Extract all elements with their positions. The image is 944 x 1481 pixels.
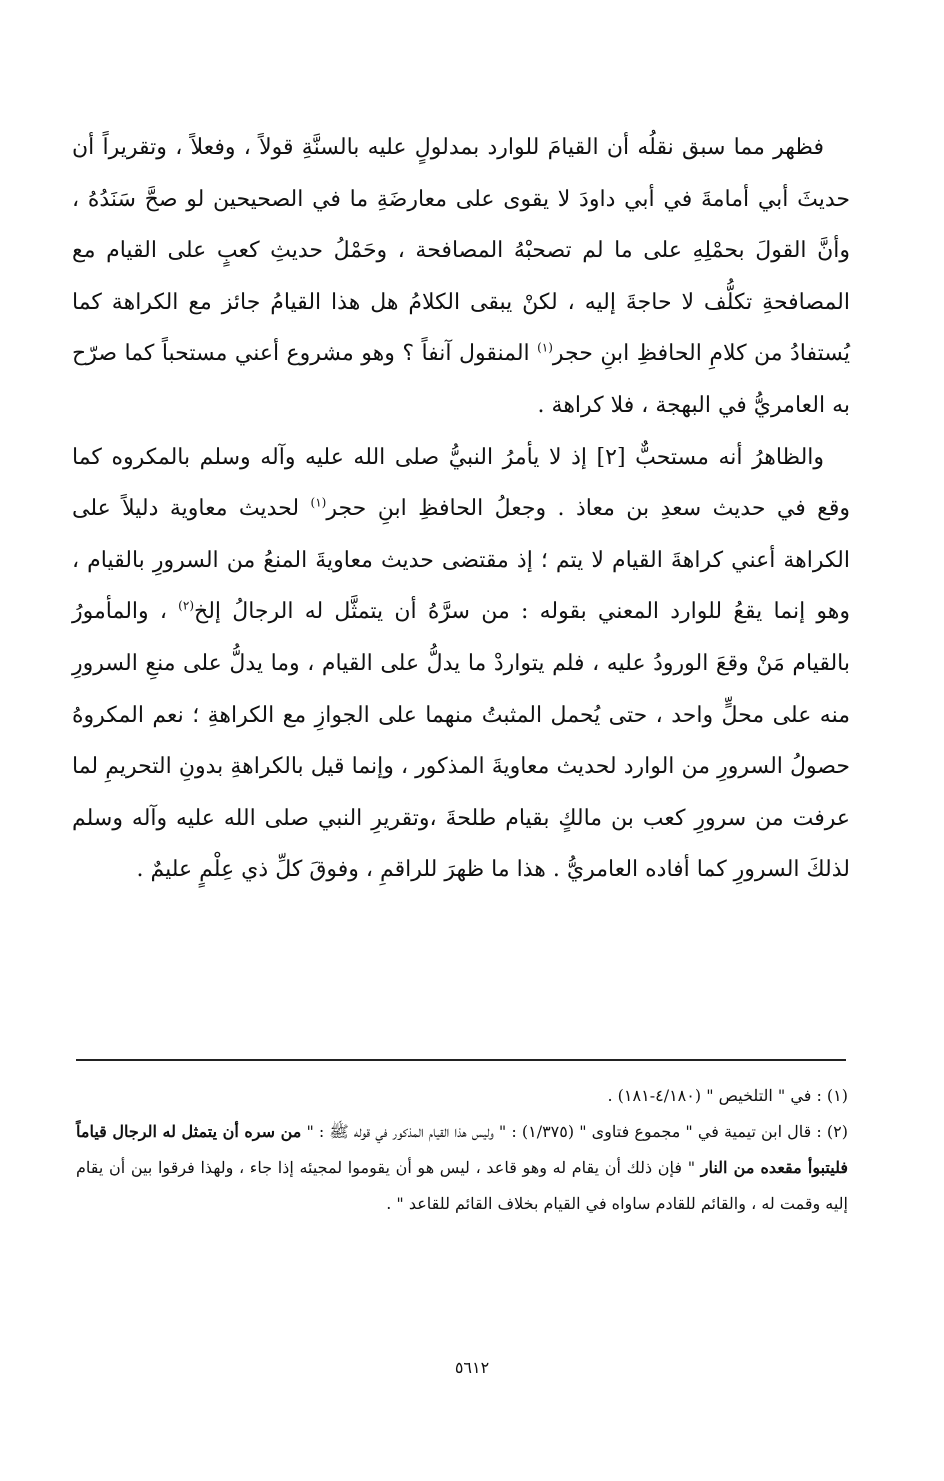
paragraph-2-text-c: ، والمأمورُ بالقيام مَنْ وقعَ الورودُ عليه ، فلم يتواردْ ما يدلُّ على القيام ، وما يدلُّ على منعِ السرورِ منه على محلٍّ واحد ، حتى يُحمل المثبتُ منهما على الجوازِ مع الكراهةِ ؛ نعم المكروهُ حصولُ السرورِ من الوارد لحديث معاويةَ المذكور ، وإنما قيل بالكراهةِ بدونِ التحريمِ لما عرفت من سرورِ كعب بن مالكٍ بقيام طلحةَ ،وتقريرِ النبي صلى الله عليه وآله وسلم لذلكَ السرورِ كما أفاده العامريُّ . هذا ما ظهرَ للراقمِ ، وفوقَ كلِّ ذي عِلْمٍ عليمٌ .: [72, 599, 850, 883]
footnote-2-hadith-quote: من سره أن يتمثل له الرجال قياماً فليتبوأ مقعده من النار: [76, 1122, 849, 1177]
footnotes-block: [76, 1078, 848, 1222]
paragraph-2: [72, 432, 850, 896]
footnote-ref-1: (١): [537, 341, 553, 356]
page-number: ٥٦١٢: [454, 1358, 490, 1377]
footnote-2: [76, 1114, 848, 1222]
footnote-2-prefix: (٢) : قال ابن تيمية في " مجموع فتاوى " (١/٣٧٥) : " وليس هذا القيام المذكور في قوله ﷺ : ": [301, 1122, 849, 1141]
footnote-divider: [76, 1059, 846, 1061]
footnote-1: (١) : في " التلخيص " (٤/١٨٠-١٨١) .: [607, 1086, 848, 1105]
paragraph-1-text-b: المنقول آنفاً ؟ وهو مشروع أعني مستحباً كما صرّح به العامريُّ في البهجة ، فلا كراهة .: [72, 341, 850, 418]
paragraph-1-text-a: فظهر مما سبق نقلُه أن القيامَ للوارد بمدلولٍ عليه بالسنَّةِ قولاً ، وفعلاً ، وتقريراً أن حديثَ أبي أمامةَ في أبي داودَ لا يقوى على معارضَةِ ما في الصحيحين لو صحَّ سَنَدُهُ ، وأنَّ القولَ بحمْلِهِ على ما لم تصحبْهُ المصافحة ، وحَمْلُ حديثِ كعبٍ على القيام مع المصافحةِ تكلُّف لا حاجةَ إليه ، لكنْ يبقى الكلامُ هل هذا القيامُ جائز مع الكراهة كما يُستفادُ من كلامِ الحافظِ ابنِ حجر: [72, 135, 850, 367]
footnote-ref-1-second: (١): [310, 495, 327, 510]
main-text-block: [72, 122, 850, 896]
footnote-ref-2: (٢): [178, 599, 194, 614]
paragraph-1: [72, 122, 850, 432]
paragraph-2-text-b: لحديث معاوية دليلاً على الكراهة أعني كراهةَ القيام لا يتم ؛ إذ مقتضى حديث معاويةَ المنعُ من السرورِ بالقيام ، وهو إنما يقعُ للوارد المعني بقوله : من سرَّهُ أن يتمثَّل له الرجالُ إلخ: [72, 496, 850, 625]
footnote-2-suffix: " فإن ذلك أن يقام له وهو قاعد ، ليس هو أن يقوموا لمجيئه إذا جاء ، ولهذا فرقوا بين أن يقام إليه وقمت له ، والقائم للقادم ساواه في القيام بخلاف القائم للقاعد " .: [76, 1158, 848, 1213]
paragraph-2-text-a: والظاهرُ أنه مستحبٌّ [٢] إذ لا يأمرُ النبيُّ صلى الله عليه وآله وسلم بالمكروه كما وقع في حديث سعدِ بن معاذ . وجعلُ الحافظِ ابنِ حجر: [72, 444, 850, 522]
